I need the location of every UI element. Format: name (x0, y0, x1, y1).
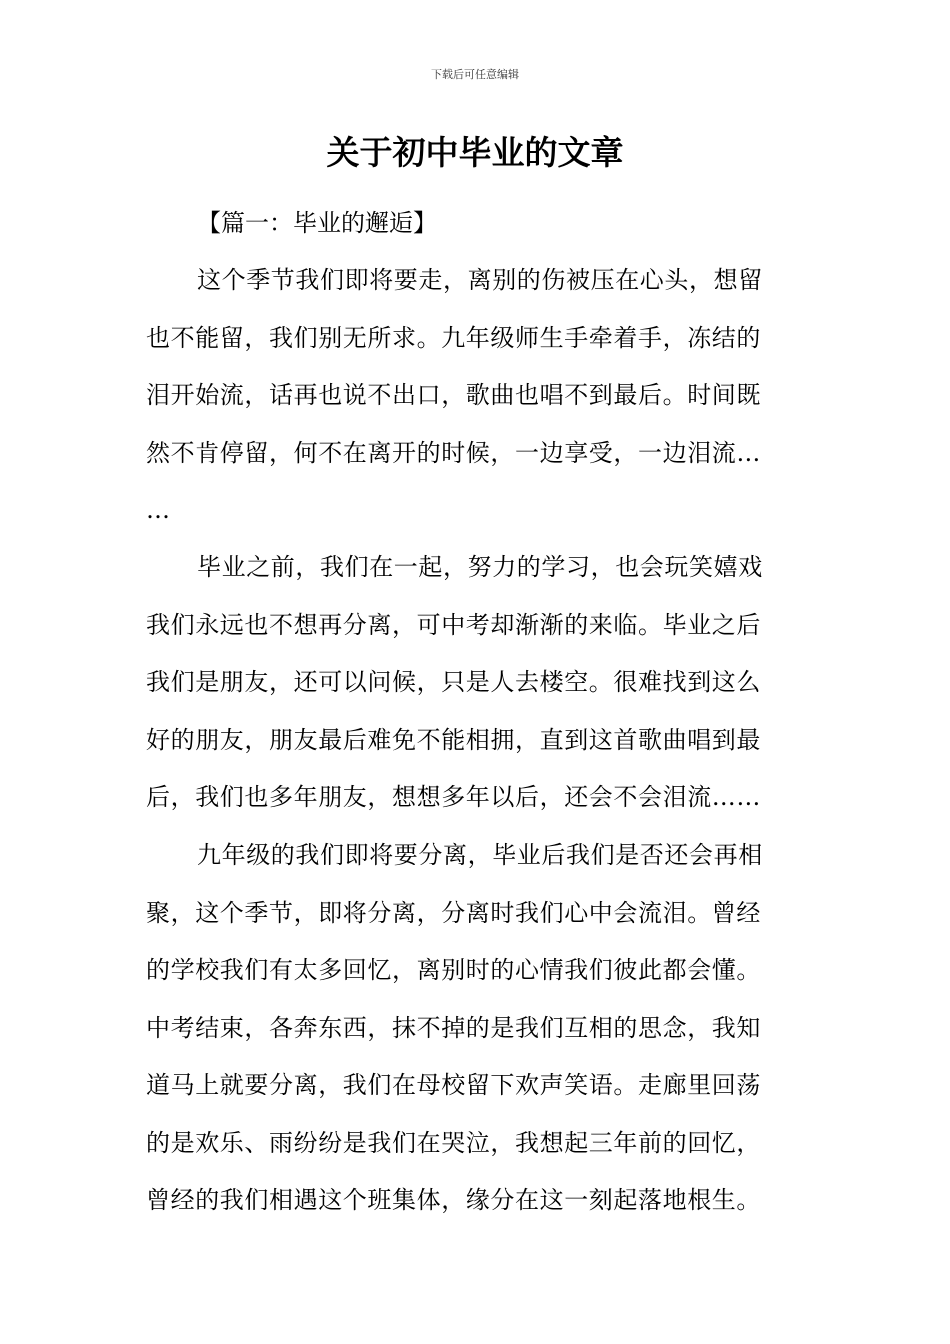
paragraph-line: 这个季节我们即将要走，离别的伤被压在心头，想留 (197, 266, 763, 294)
paragraph-line: 的是欢乐、雨纷纷是我们在哭泣，我想起三年前的回忆， (146, 1128, 761, 1157)
paragraph-line: 我们永远也不想再分离，可中考却渐渐的来临。毕业之后 (146, 610, 761, 639)
paragraph-line: 中考结束，各奔东西，抹不掉的是我们互相的思念，我知 (146, 1013, 761, 1042)
header-note: 下载后可任意编辑 (431, 68, 519, 81)
paragraph-line: 泪开始流，话再也说不出口，歌曲也唱不到最后。时间既 (146, 381, 761, 409)
paragraph-line: 然不肯停留，何不在离开的时候，一边享受，一边泪流… (146, 438, 761, 467)
paragraph-line: 也不能留，我们别无所求。九年级师生手牵着手，冻结的 (146, 323, 761, 352)
paragraph-line: 九年级的我们即将要分离，毕业后我们是否还会再相 (197, 841, 763, 869)
paragraph-line: 聚，这个季节，即将分离，分离时我们心中会流泪。曾经 (146, 898, 761, 927)
paragraph-line: 道马上就要分离，我们在母校留下欢声笑语。走廊里回荡 (146, 1071, 761, 1099)
paragraph-line: 毕业之前，我们在一起，努力的学习，也会玩笑嬉戏 (197, 553, 763, 581)
paragraph-line: … (146, 496, 171, 524)
document-title: 关于初中毕业的文章 (326, 133, 624, 172)
paragraph-3 (146, 827, 806, 1230)
section-heading: 【篇一：毕业的邂逅】 (197, 209, 437, 237)
paragraph-1 (146, 252, 806, 540)
paragraph-line: 好的朋友，朋友最后难免不能相拥，直到这首歌曲唱到最 (146, 725, 761, 754)
paragraph-line: 我们是朋友，还可以问候，只是人去楼空。很难找到这么 (146, 668, 761, 696)
paragraph-line: 曾经的我们相遇这个班集体，缘分在这一刻起落地根生。 (146, 1186, 761, 1214)
paragraph-line: 后，我们也多年朋友，想想多年以后，还会不会泪流…… (146, 783, 761, 811)
paragraph-line: 的学校我们有太多回忆，离别时的心情我们彼此都会懂。 (146, 956, 761, 984)
paragraph-2 (146, 539, 806, 827)
